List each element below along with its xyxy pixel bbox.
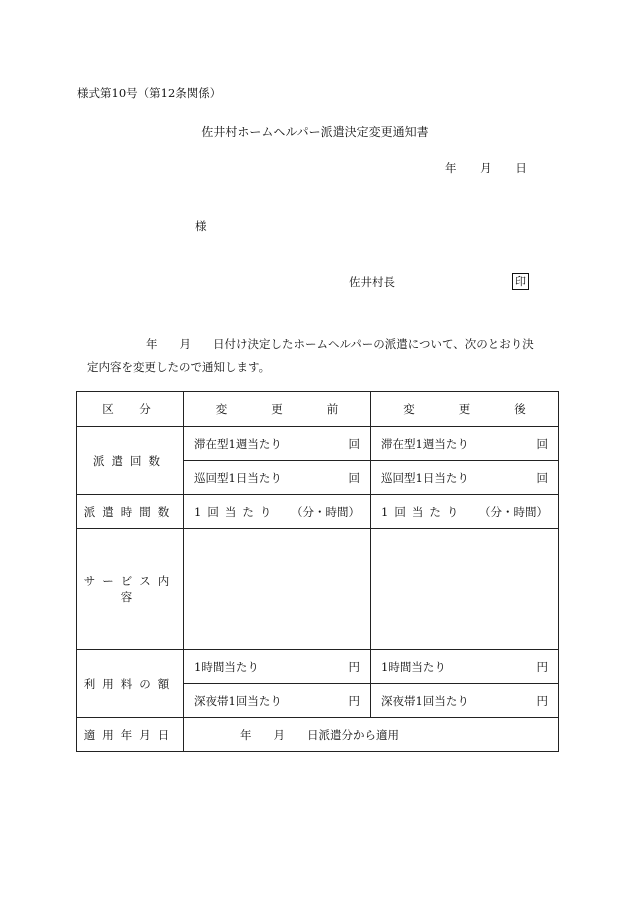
apply-date-value: 年 月 日派遣分から適用 [184, 718, 559, 752]
table-header-row [77, 392, 559, 427]
table-row [77, 718, 559, 752]
before-hourly: 1時間当たり 円 [184, 650, 371, 684]
label-service: サービス内容 [77, 529, 184, 650]
table-row [77, 495, 559, 529]
notice-line-2: 定内容を変更したので通知します。 [87, 360, 271, 374]
date-day: 日 [515, 161, 527, 175]
before-night: 深夜帯1回当たり 円 [184, 684, 371, 718]
notice-body [87, 333, 557, 379]
after-time: 1回当たり （分・時間） [371, 495, 559, 529]
after-service [371, 529, 559, 650]
after-stay: 滞在型1週当たり 回 [371, 427, 559, 461]
issue-date [445, 160, 527, 176]
notice-line-1: 年 月 日付け決定したホームヘルパーの派遣について、次のとおり決 [146, 337, 534, 351]
before-time: 1回当たり （分・時間） [184, 495, 371, 529]
table-row [77, 529, 559, 650]
before-stay: 滞在型1週当たり 回 [184, 427, 371, 461]
label-fee: 利用料の額 [77, 650, 184, 718]
date-month: 月 [480, 161, 492, 175]
date-year: 年 [445, 161, 457, 175]
after-patrol: 巡回型1日当たり 回 [371, 461, 559, 495]
addressee: 様 [195, 219, 207, 233]
after-hourly: 1時間当たり 円 [371, 650, 559, 684]
change-table [76, 391, 559, 752]
header-category: 区 分 [77, 392, 184, 427]
before-service [184, 529, 371, 650]
table-row [77, 650, 559, 684]
label-dispatch-time: 派遣時間数 [77, 495, 184, 529]
header-before: 変 更 前 [184, 392, 371, 427]
document-title: 佐井村ホームヘルパー派遣決定変更通知書 [201, 125, 429, 139]
label-dispatch-count: 派遣回数 [77, 427, 184, 495]
form-number: 様式第10号（第12条関係） [77, 86, 222, 100]
after-night: 深夜帯1回当たり 円 [371, 684, 559, 718]
table-row [77, 427, 559, 461]
label-apply-date: 適用年月日 [77, 718, 184, 752]
header-after: 変 更 後 [371, 392, 559, 427]
seal-mark: 印 [512, 273, 529, 290]
issuer-name: 佐井村長 [349, 275, 395, 289]
before-patrol: 巡回型1日当たり 回 [184, 461, 371, 495]
